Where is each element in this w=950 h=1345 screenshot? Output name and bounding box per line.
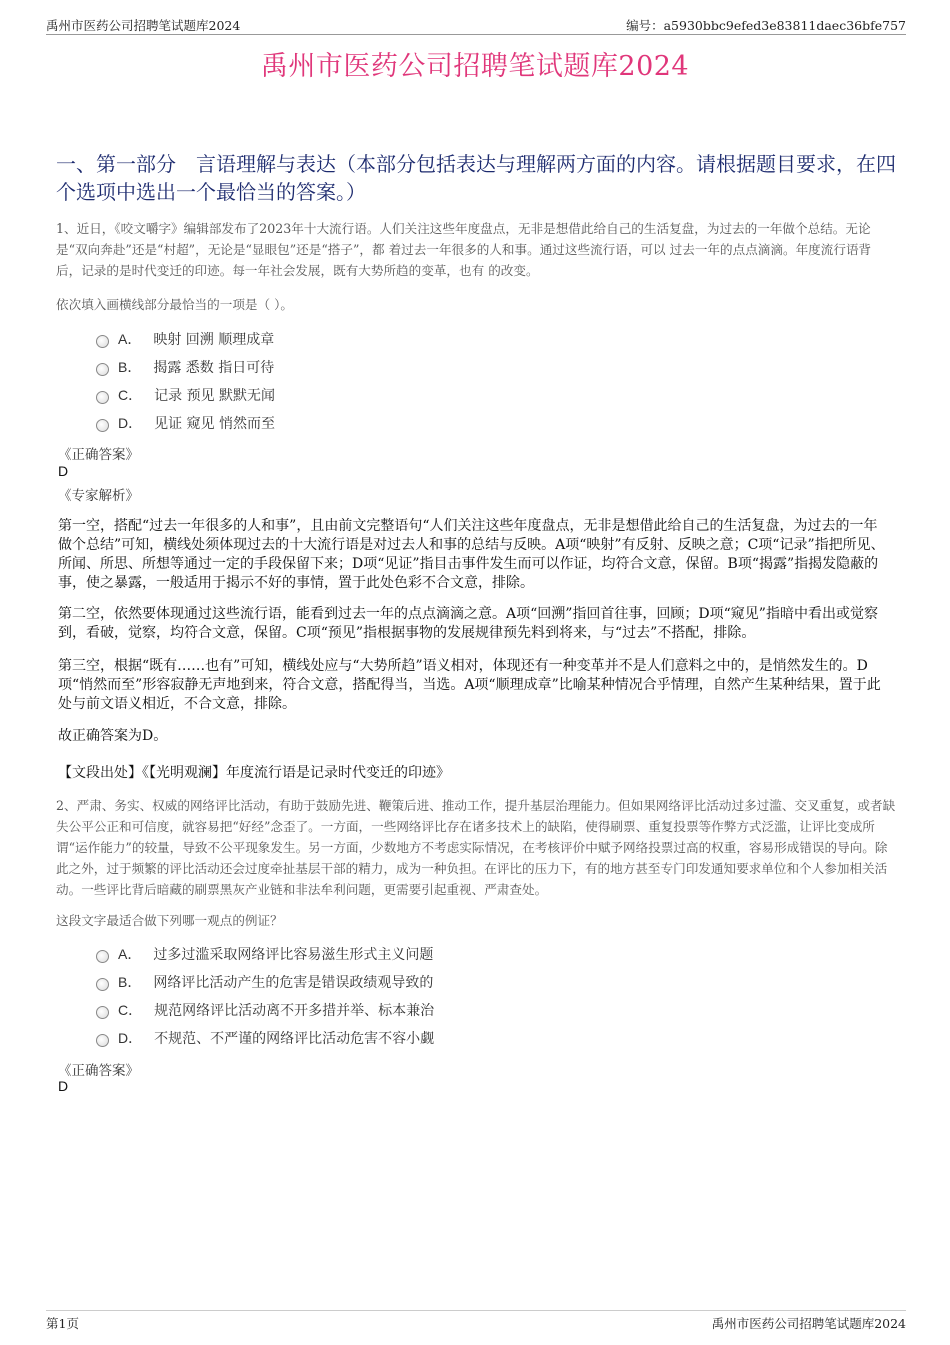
radio-icon[interactable] xyxy=(96,950,109,963)
header-doc-id: 编号：a5930bbc9efed3e83811daec36bfe757 xyxy=(626,18,906,33)
page-number: 第1页 xyxy=(46,1316,79,1331)
radio-icon[interactable] xyxy=(96,419,109,432)
header-doc-title: 禹州市医药公司招聘笔试题库2024 xyxy=(46,18,241,33)
option-c[interactable]: C． 记录 预见 默默无闻 xyxy=(96,381,275,409)
analysis-paragraph-3: 第三空，根据“既有……也有”可知，横线处应与“大势所趋”语义相对，体现还有一种变革并不是人们意料之中的，是悄然发生的。D项“悄然而至”形容寂静无声地到来，符合文意，搭配得当，当选。A项“顺理成章”比喻某种情况合乎情理，自然产生某种结果，置于此处与前文语义相近，不合文意，排除。 xyxy=(58,658,881,712)
analysis-conclusion: 故正确答案为D。 xyxy=(58,728,168,744)
question-1-prompt: 依次填入画横线部分最恰当的一项是（ ）。 xyxy=(56,297,293,312)
page-footer xyxy=(46,1310,906,1331)
radio-icon[interactable] xyxy=(96,1034,109,1047)
answer-value: D xyxy=(58,1078,69,1094)
source-citation: 【文段出处】《【光明观澜】年度流行语是记录时代变迁的印迹》 xyxy=(58,765,450,781)
page-title: 禹州市医药公司招聘笔试题库2024 xyxy=(260,51,690,82)
radio-icon[interactable] xyxy=(96,978,109,991)
radio-icon[interactable] xyxy=(96,391,109,404)
question-2-text: 2、严肃、务实、权威的网络评比活动，有助于鼓励先进、鞭策后进、推动工作，提升基层治理能力。但如果网络评比活动过多过滥、交叉重复，或者缺失公平公正和可信度，就容易把“好经”念歪了。一方面，一些网络评比存在诸多技术上的缺陷，使得刷票、重复投票等作弊方式泛滥，让评比变成所谓“运作能力”的较量，导致不公平现象发生。另一方面，少数地方不考虑实际情况，在考核评价中赋予网络投票过高的权重，容易形成错误的导向。除此之外，过于频繁的评比活动还会过度牵扯基层干部的精力，成为一种负担。在评比的压力下，有的地方甚至专门印发通知要求单位和个人参加相关活动。一些评比背后暗藏的刷票黑灰产业链和非法牟利问题，更需要引起重视、严肃查处。 xyxy=(56,798,896,897)
option-d[interactable]: D． 见证 窥见 悄然而至 xyxy=(96,409,275,437)
answer-value: D xyxy=(58,463,69,479)
radio-icon[interactable] xyxy=(96,363,109,376)
radio-icon[interactable] xyxy=(96,1006,109,1019)
option-b[interactable]: B． 网络评比活动产生的危害是错误政绩观导致的 xyxy=(96,968,434,996)
answer-label: 《正确答案》 xyxy=(58,1063,139,1079)
analysis-paragraph-2: 第二空，依然要体现通过这些流行语，能看到过去一年的点点滴滴之意。A项“回溯”指回首往事，回顾；D项“窥见”指暗中看出或觉察到，看破，觉察，均符合文意，保留。C项“预见”指根据事物的发展规律预先料到将来，与“过去”不搭配，排除。 xyxy=(58,606,878,641)
option-d[interactable]: D． 不规范、不严谨的网络评比活动危害不容小觑 xyxy=(96,1024,434,1052)
section-title: 一、第一部分 言语理解与表达（本部分包括表达与理解两方面的内容。请根据题目要求，在四个选项中选出一个最恰当的答案。） xyxy=(56,152,896,204)
page-header xyxy=(46,14,906,35)
option-c[interactable]: C． 规范网络评比活动离不开多措并举、标本兼治 xyxy=(96,996,434,1024)
footer-doc-title: 禹州市医药公司招聘笔试题库2024 xyxy=(711,1316,906,1331)
answer-label: 《正确答案》 xyxy=(58,447,139,463)
question-1-options xyxy=(96,325,275,437)
analysis-label: 《专家解析》 xyxy=(58,488,139,504)
question-1-text: 1、近日，《咬文嚼字》编辑部发布了2023年十大流行语。人们关注这些年度盘点，无非是想借此给自己的生活复盘，为过去的一年做个总结。无论是“双向奔赴”还是“村超”，无论是“显眼包”还是“搭子”，都 着过去一年很多的人和事。通过这些流行语，可以 过去一年的点点滴滴。年度流行语背后，记录的是时代变迁的印迹。每一年社会发展，既有大势所趋的变革，也有 的改变。 xyxy=(56,221,872,278)
option-b[interactable]: B． 揭露 悉数 指日可待 xyxy=(96,353,275,381)
analysis-paragraph-1: 第一空，搭配“过去一年很多的人和事”，且由前文完整语句“人们关注这些年度盘点，无非是想借此给自己的生活复盘，为过去的一年做个总结”可知，横线处须体现过去的十大流行语是对过去人和事的总结与反映。A项“映射”有反射、反映之意；C项“记录”指把所见、所闻、所思、所想等通过一定的手段保留下来；D项“见证”指目击事件发生而可以作证，均符合文意，保留。B项“揭露”指揭发隐蔽的事，使之暴露，一般适用于揭示不好的事情，置于此处色彩不合文意，排除。 xyxy=(58,518,885,591)
radio-icon[interactable] xyxy=(96,335,109,348)
option-a[interactable]: A． 过多过滥采取网络评比容易滋生形式主义问题 xyxy=(96,940,434,968)
option-a[interactable]: A． 映射 回溯 顺理成章 xyxy=(96,325,275,353)
question-2-options xyxy=(96,940,434,1052)
question-2-prompt: 这段文字最适合做下列哪一观点的例证？ xyxy=(56,913,283,928)
